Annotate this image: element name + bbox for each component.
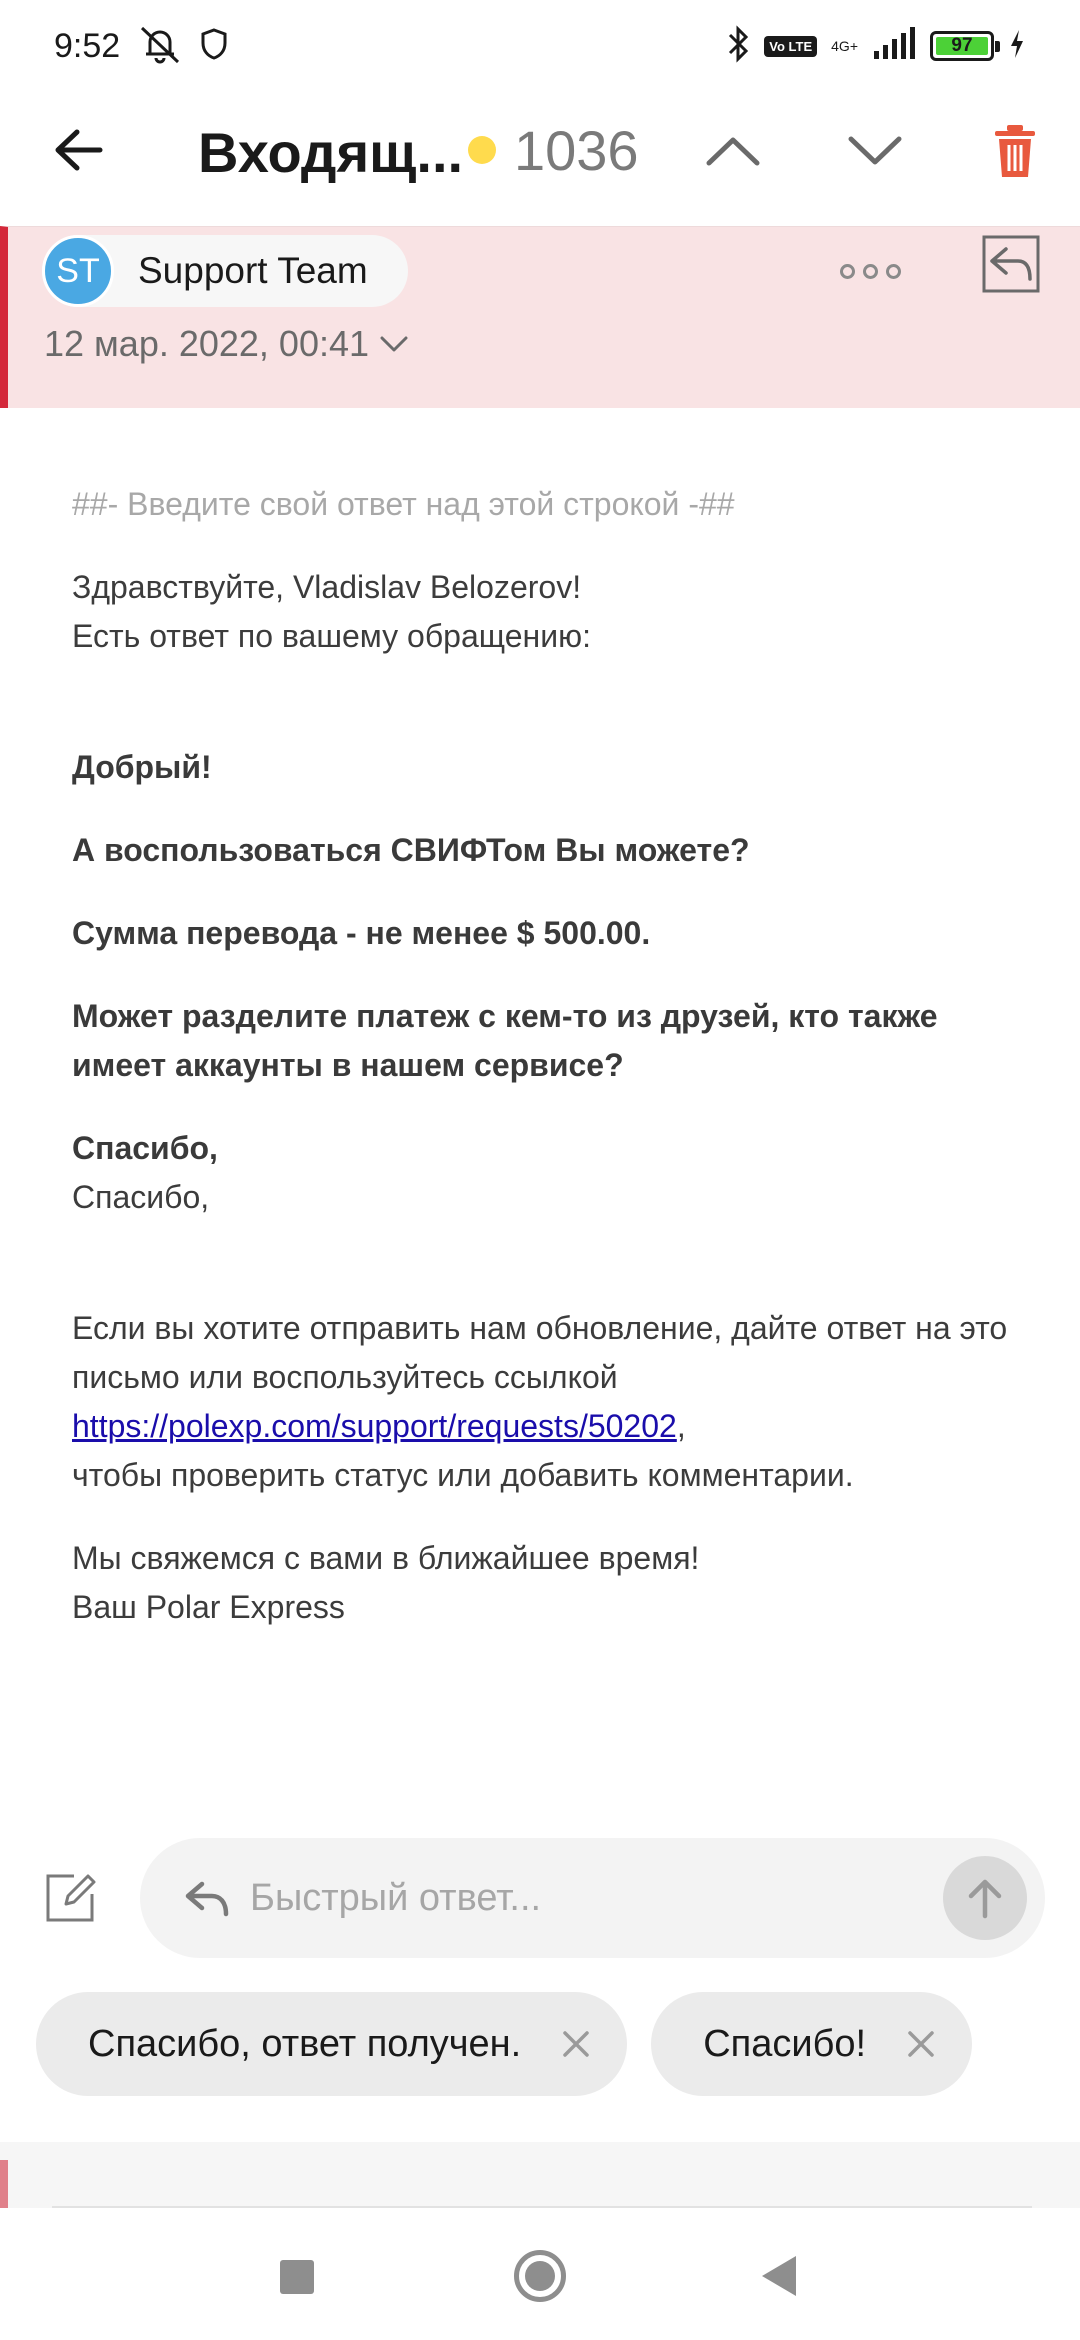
thanks-bold: Спасибо, [72,1130,218,1166]
close-icon[interactable] [561,2029,591,2059]
signal-icon [872,27,916,66]
paragraph-3: Сумма перевода - не менее $ 500.00. [72,915,651,951]
folder-title[interactable]: Входящ... [198,121,464,184]
muted-bell-icon [138,24,182,69]
request-link[interactable]: https://polexp.com/support/requests/50202 [72,1408,677,1444]
sender-name: Support Team [138,250,368,291]
closing-line-1: Мы свяжемся с вами в ближайшее время! [72,1540,700,1576]
bluetooth-icon [726,25,750,68]
paragraph-4: Может разделите платеж с кем-то из друзей, кто также имеет аккаунты в нашем сервисе? [72,998,938,1083]
link-suffix: , [676,1408,686,1444]
smart-reply-label: Спасибо, ответ получен. [88,2022,522,2065]
reply-separator: ##- Введите свой ответ над этой строкой -## [72,486,735,522]
next-message-button[interactable] [842,118,908,184]
unread-dot [468,136,496,164]
unread-marker [0,2160,8,2208]
more-dot-icon [863,264,878,279]
arrow-left-icon [53,128,103,172]
smart-reply-chip[interactable] [651,1992,972,2096]
smart-reply-label: Спасибо! [703,2022,867,2065]
compose-button[interactable] [44,1870,98,1924]
shield-icon [200,27,228,66]
sender-chip[interactable] [42,235,408,307]
system-back-button[interactable] [762,2256,796,2296]
trash-icon [993,123,1037,179]
chevron-down-icon [847,135,903,167]
send-button[interactable] [943,1856,1027,1940]
back-button[interactable] [48,120,108,180]
close-icon[interactable] [906,2029,936,2059]
previous-message-button[interactable] [700,118,766,184]
status-time: 9:52 [54,26,121,65]
chevron-up-icon [705,135,761,167]
update-paragraph [72,1304,1012,1500]
battery-icon [930,31,994,61]
reply-box-icon [980,233,1042,295]
message-date: 12 мар. 2022, 00:41 [44,323,370,364]
network-type: 4G+ [831,38,858,54]
home-button[interactable] [514,2250,566,2302]
smart-reply-chip[interactable] [36,1992,627,2096]
smart-replies [36,1992,972,2096]
volte-badge: Vo LTE [764,36,817,57]
paragraph-2: А воспользоваться СВИФТом Вы можете? [72,832,750,868]
update-text: Если вы хотите отправить нам обновление, дайте ответ на это письмо или воспользуйтесь ссылкой [72,1310,1008,1395]
status-bar [0,0,1080,92]
message-body [72,480,1012,1632]
more-options-button[interactable] [830,251,910,291]
pencil-icon [44,1870,98,1924]
thanks: Спасибо, [72,1179,210,1215]
recent-apps-button[interactable] [280,2260,314,2294]
paragraph-1: Добрый! [72,749,212,785]
quick-reply-bar[interactable] [140,1838,1045,1958]
status-text: чтобы проверить статус или добавить комментарии. [72,1457,854,1493]
delete-button[interactable] [985,116,1045,186]
more-dot-icon [840,264,855,279]
reply-arrow-icon [184,1878,230,1918]
arrow-up-icon [965,1876,1005,1920]
intro-text: Есть ответ по вашему обращению: [72,618,591,654]
more-dot-icon [886,264,901,279]
divider [52,2206,1032,2208]
closing-line-2: Ваш Polar Express [72,1589,345,1625]
chevron-down-icon [379,334,409,354]
charging-icon [1008,28,1026,65]
message-date-row[interactable] [44,323,409,365]
message-header [0,226,1080,408]
quick-reply-input[interactable] [250,1877,890,1920]
home-icon [525,2261,555,2291]
greeting: Здравствуйте, Vladislav Belozerov! [72,569,582,605]
next-message-preview[interactable] [0,2142,1080,2208]
reply-button[interactable] [980,233,1042,295]
battery-level: 97 [936,37,988,55]
unread-count: 1036 [514,119,639,182]
system-nav-bar [0,2210,1080,2340]
avatar: ST [42,235,114,307]
